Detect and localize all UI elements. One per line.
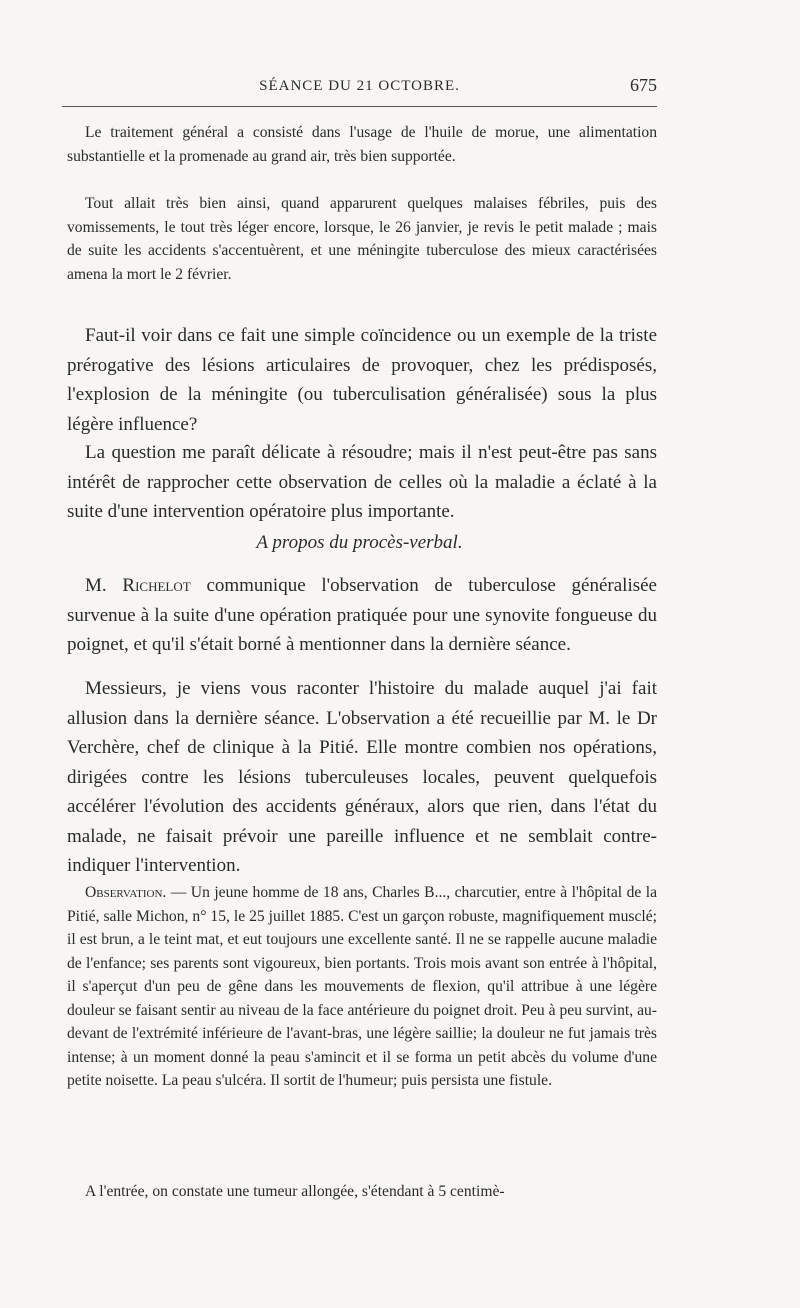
- richelot-prefix: M.: [85, 575, 123, 596]
- paragraph-messieurs: Messieurs, je viens vous raconter l'histoire du malade auquel j'ai fait allusion dans la dernière séance. L'observation a été recueillie par M. le Dr Verchère, chef de clinique à la Pitié. Elle montre combien nos opérations, dirigées contre les lésions tuberculeuses locales, peuvent quelquefois accélérer l'évolution des accidents généraux, alors que rien, dans l'état du malade, ne faisait prévoir une pareille influence et ne semblait contre-indiquer l'intervention.: [67, 678, 657, 876]
- author-name: Richelot: [122, 575, 191, 596]
- paragraph-treatment: Le traitement général a consisté dans l'usage de l'huile de morue, une alimentation substantielle et la promenade au grand air, très bien supportée.: [67, 124, 657, 165]
- page-header: [62, 75, 657, 99]
- paragraph-observation: [67, 881, 657, 1093]
- running-title: SÉANCE DU 21 OCTOBRE.: [259, 78, 460, 94]
- paragraph-question: Faut-il voir dans ce fait une simple coïncidence ou un exemple de la triste prérogative des lésions articulaires de provoquer, chez les prédisposés, l'explosion de la méningite (ou tuberculisation généralisée) sous la plus légère influence?: [67, 325, 657, 435]
- observation-label: Observation.: [85, 884, 167, 901]
- paragraph-richelot: [67, 571, 657, 660]
- paragraph-answer: La question me paraît délicate à résoudre; mais il n'est peut-être pas sans intérêt de rapprocher cette observation de celles où la maladie a éclaté à la suite d'une intervention opératoire plus importante.: [67, 442, 657, 522]
- observation-text: — Un jeune homme de 18 ans, Charles B..., charcutier, entre à l'hôpital de la Pitié, salle Michon, n° 15, le 25 juillet 1885. C'est un garçon robuste, magnifiquement musclé; il est brun, a le teint mat, et eut toujours une excellente santé. Il ne se rappelle aucune maladie de l'enfance; ses parents sont vigoureux, bien portants. Trois mois avant son entrée à l'hôpital, il s'aperçut d'un peu de gêne dans les mouvements de flexion, qu'il attribue à une légère douleur se faisant sentir au niveau de la face antérieure du poignet droit. Peu à peu survint, au-devant de l'extrémité inférieure de l'avant-bras, une légère saillie; la douleur ne fut jamais très intense; à un moment donné la peau s'amincit et il se forma un petit abcès du volume d'une petite noisette. La peau s'ulcéra. Il sortit de l'humeur; puis persista une fistule.: [67, 884, 657, 1089]
- richelot-text: communique l'observation de tuberculose généralisée survenue à la suite d'une opération pratiquée pour une synovite fongueuse du poignet, et qu'il s'était borné à mentionner dans la dernière séance.: [67, 575, 657, 655]
- paragraph-entry: A l'entrée, on constate une tumeur allongée, s'étendant à 5 centimè-: [85, 1183, 505, 1200]
- paragraph-evolution: Tout allait très bien ainsi, quand apparurent quelques malaises fébriles, puis des vomissements, le tout très léger encore, lorsque, le 26 janvier, je revis le petit malade ; mais de suite les accidents s'accentuèrent, et une méningite tuberculose des mieux caractérisées amena la mort le 2 février.: [67, 195, 657, 283]
- header-rule: [62, 106, 657, 107]
- page-number: 675: [630, 75, 657, 95]
- section-heading: A propos du procès-verbal.: [256, 532, 463, 553]
